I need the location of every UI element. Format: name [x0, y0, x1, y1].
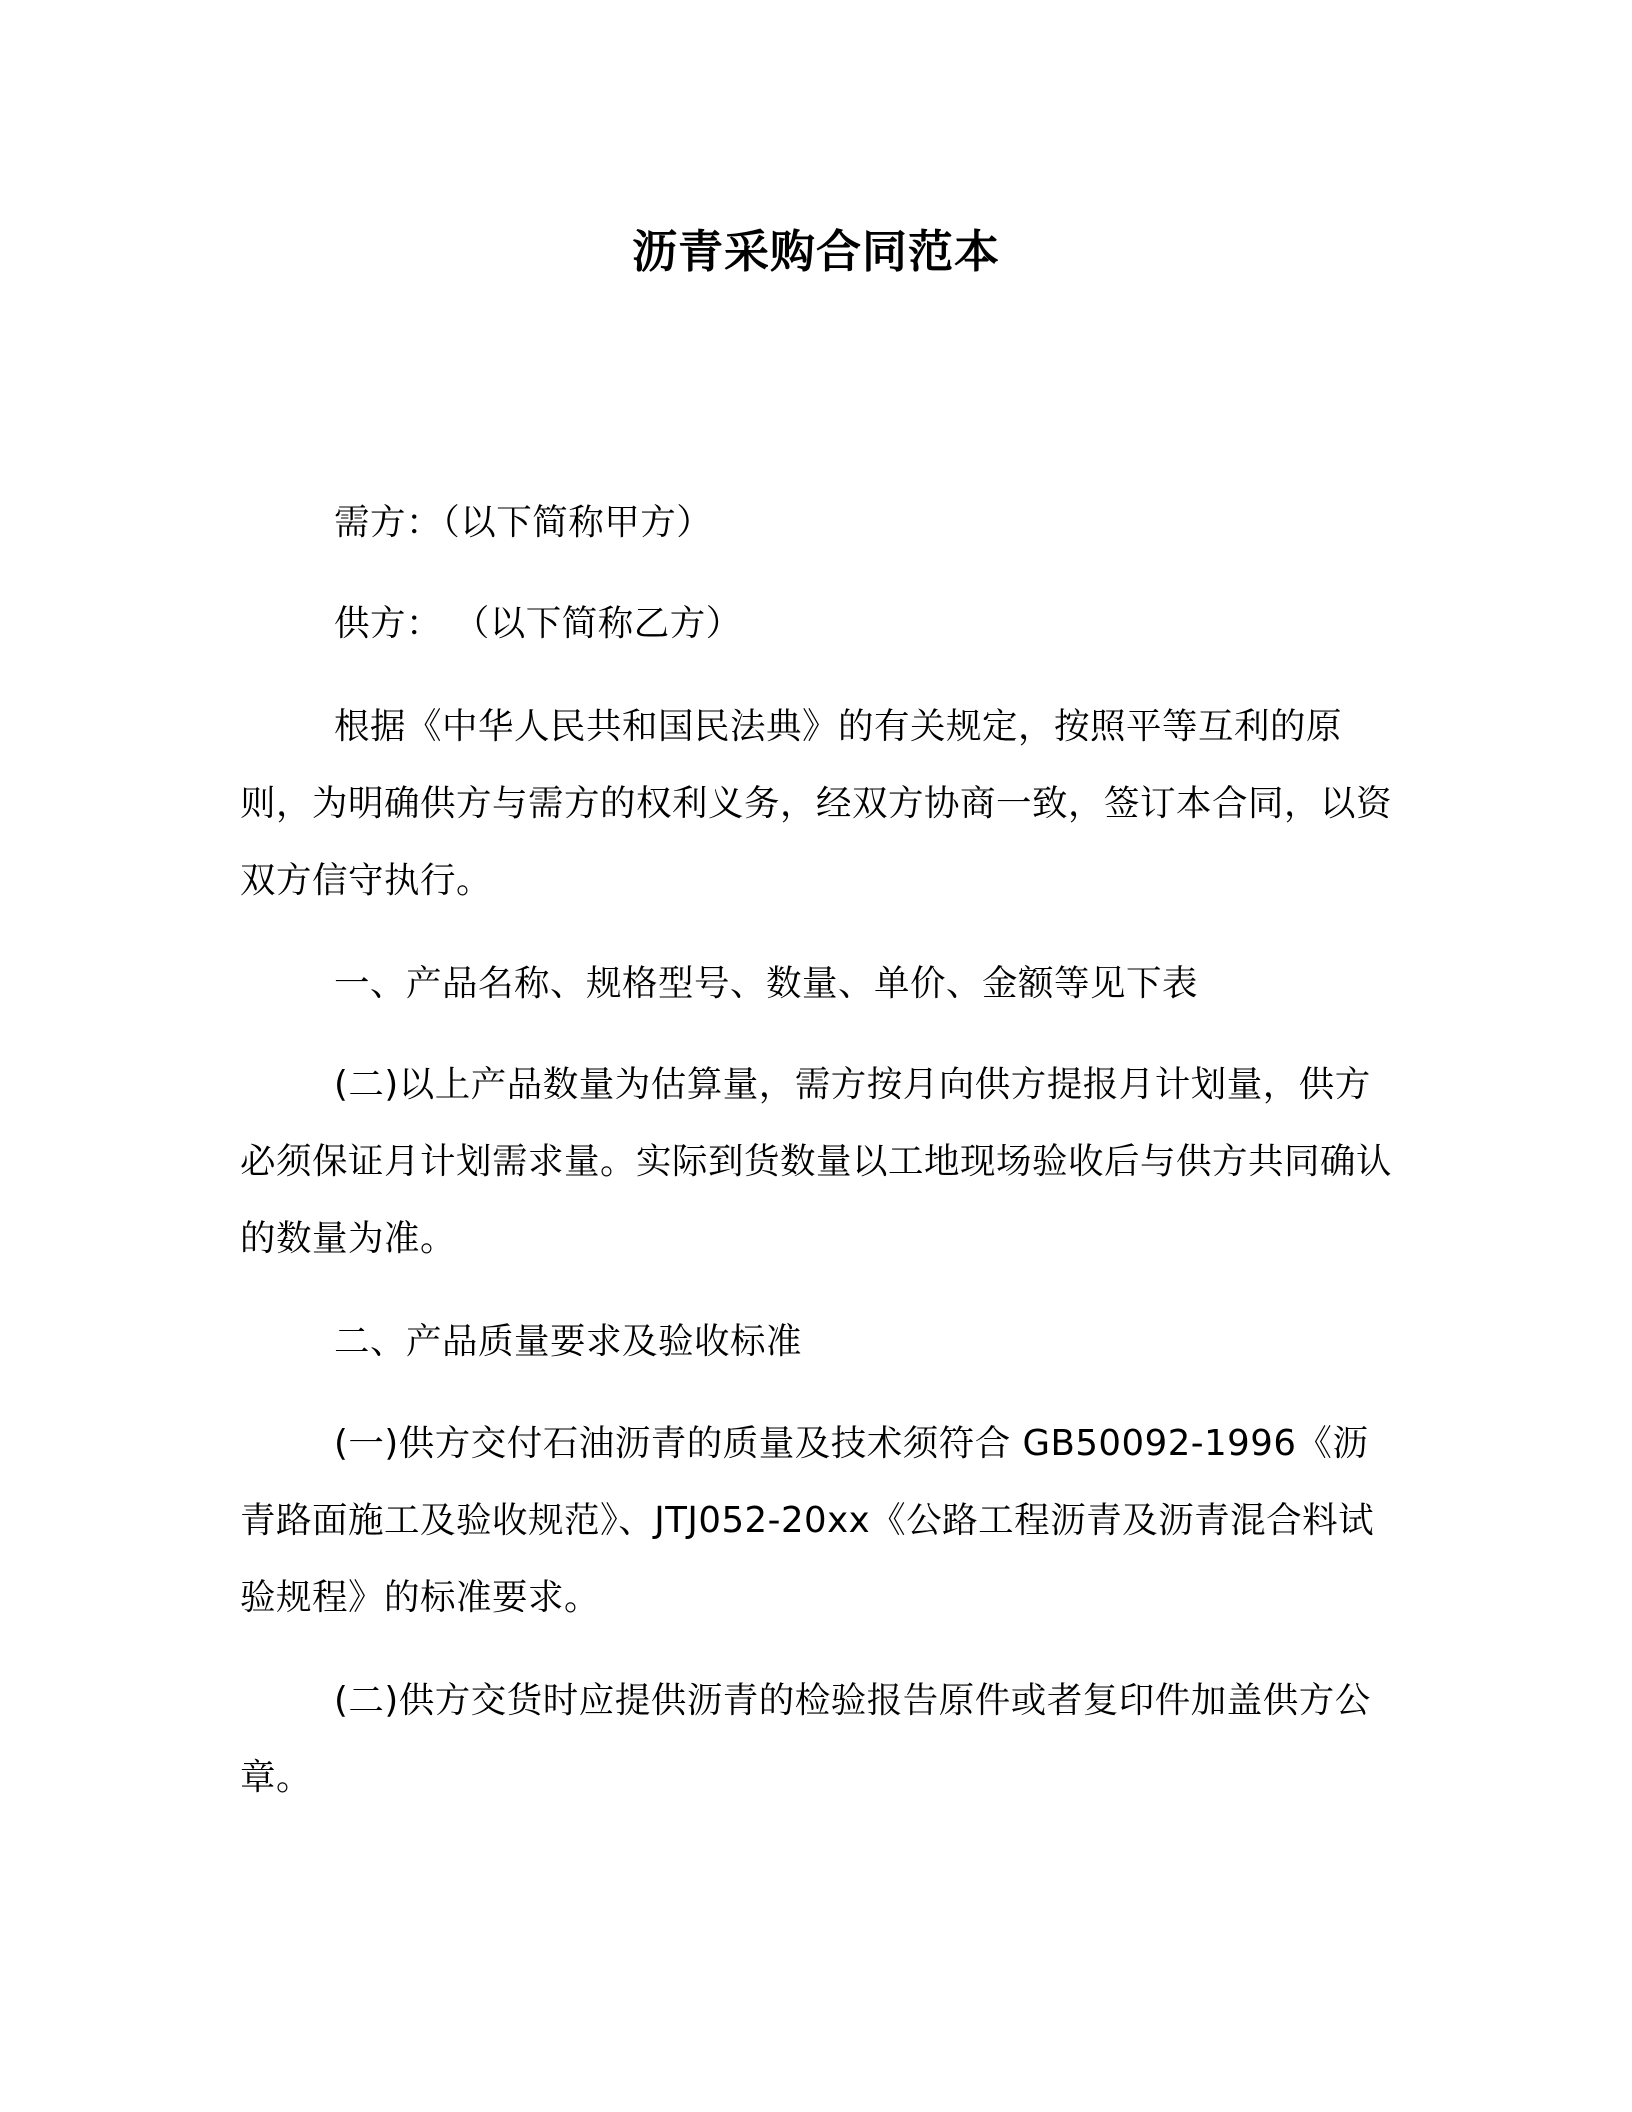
section-2-clause-1: (一)供方交付石油沥青的质量及技术须符合 GB50092-1996《沥青路面施工及验收规范》、JTJ052-20xx《公路工程沥青及沥青混合料试验规程》的标准要求。 — [240, 1423, 1375, 1618]
section-1-clause-2: (二)以上产品数量为估算量，需方按月向供方提报月计划量，供方必须保证月计划需求量。实际到货数量以工地现场验收后与供方共同确认的数量为准。 — [240, 1064, 1393, 1259]
section-1-heading: 一、产品名称、规格型号、数量、单价、金额等见下表 — [334, 963, 1199, 1004]
section-2-heading: 二、产品质量要求及验收标准 — [334, 1321, 803, 1362]
document-title: 沥青采购合同范本 — [631, 225, 1000, 278]
party-a-line: 需方：（以下简称甲方） — [334, 502, 713, 543]
section-2-clause-2: (二)供方交货时应提供沥青的检验报告原件或者复印件加盖供方公章。 — [240, 1680, 1371, 1798]
party-b-line: 供方： （以下简称乙方） — [334, 603, 742, 644]
preamble-paragraph: 根据《中华人民共和国民法典》的有关规定，按照平等互利的原则，为明确供方与需方的权利义务，经双方协商一致，签订本合同，以资双方信守执行。 — [240, 706, 1393, 901]
